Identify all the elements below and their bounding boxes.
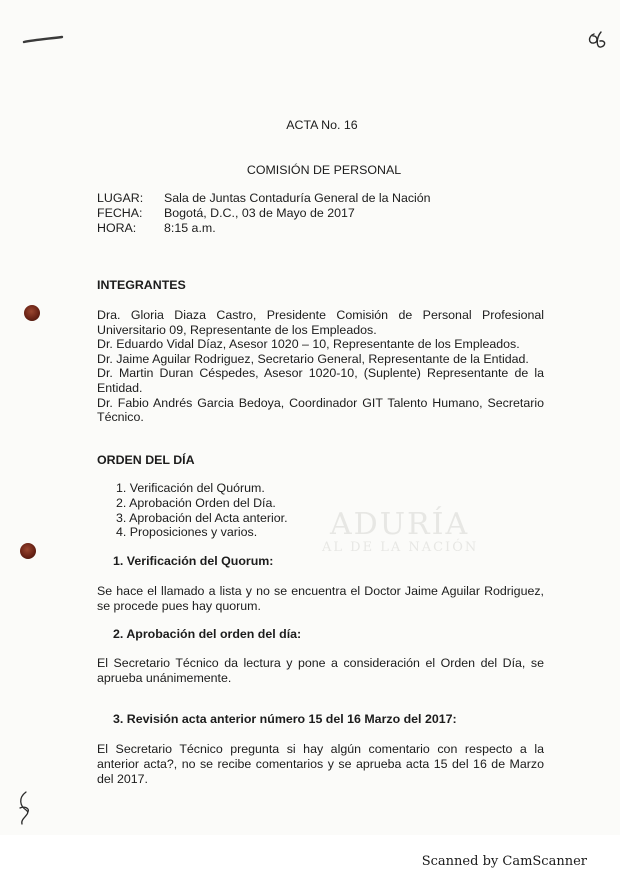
watermark-text-1: ADURÍA (330, 507, 470, 542)
integrantes-heading: INTEGRANTES (97, 278, 186, 292)
orden-item: 4. Proposiciones y varios. (116, 525, 258, 539)
watermark-text-2: AL DE LA NACIÓN (322, 540, 479, 555)
section-heading: 3. Revisión acta anterior número 15 del 16 Marzo del 2017: (113, 712, 457, 726)
section-text-line: anterior acta?, no se recibe comentarios y se aprueba acta 15 del 16 de Marzo (97, 757, 544, 771)
integrantes-line: Dr. Martin Duran Céspedes, Asesor 1020-10, (Suplente) Representante de la (97, 366, 544, 380)
integrantes-line: Dra. Gloria Diaza Castro, Presidente Comisión de Personal Profesional (97, 308, 544, 322)
acta-title: ACTA No. 16 (286, 118, 358, 132)
fecha-value: Bogotá, D.C., 03 de Mayo de 2017 (164, 206, 355, 220)
section-text-line: del 2017. (97, 772, 148, 786)
scanner-watermark: Scanned by CamScanner (421, 854, 587, 869)
punch-hole-top (24, 305, 40, 321)
punch-hole-bottom (20, 543, 36, 559)
orden-item: 3. Aprobación del Acta anterior. (116, 511, 288, 525)
section-text-line: Se hace el llamado a lista y no se encuentra el Doctor Jaime Aguilar Rodriguez, (97, 584, 544, 598)
orden-item: 1. Verificación del Quórum. (116, 481, 265, 495)
section-text-line: aprueba unánimemente. (97, 671, 232, 685)
commission-title: COMISIÓN DE PERSONAL (246, 163, 402, 177)
handwritten-page-number (584, 26, 612, 54)
integrantes-line: Dr. Eduardo Vidal Díaz, Asesor 1020 – 10, Representante de los Empleados. (97, 337, 520, 351)
section-text-line: se procede pues hay quorum. (97, 599, 261, 613)
section-text-line: El Secretario Técnico pregunta si hay algún comentario con respecto a la (97, 742, 544, 756)
section-heading: 2. Aprobación del orden del día: (113, 627, 302, 641)
integrantes-line: Dr. Jaime Aguilar Rodriguez, Secretario General, Representante de la Entidad. (97, 352, 529, 366)
integrantes-line: Universitario 09, Representante de los Empleados. (97, 323, 377, 337)
hora-label: HORA: (97, 221, 137, 235)
pen-stroke-mark (22, 34, 66, 46)
hora-value: 8:15 a.m. (164, 221, 216, 235)
section-heading: 1. Verificación del Quorum: (113, 554, 274, 568)
orden-item: 2. Aprobación Orden del Día. (116, 496, 276, 510)
orden-heading: ORDEN DEL DÍA (97, 453, 195, 467)
lugar-value: Sala de Juntas Contaduría General de la Nación (164, 191, 431, 205)
integrantes-line: Dr. Fabio Andrés Garcia Bedoya, Coordinador GIT Talento Humano, Secretario (97, 396, 544, 410)
section-text-line: El Secretario Técnico da lectura y pone a consideración el Orden del Día, se (97, 656, 544, 670)
handwritten-initial-mark (12, 788, 38, 830)
fecha-label: FECHA: (97, 206, 143, 220)
integrantes-line: Entidad. (97, 381, 143, 395)
lugar-label: LUGAR: (97, 191, 144, 205)
integrantes-line: Técnico. (97, 410, 144, 424)
